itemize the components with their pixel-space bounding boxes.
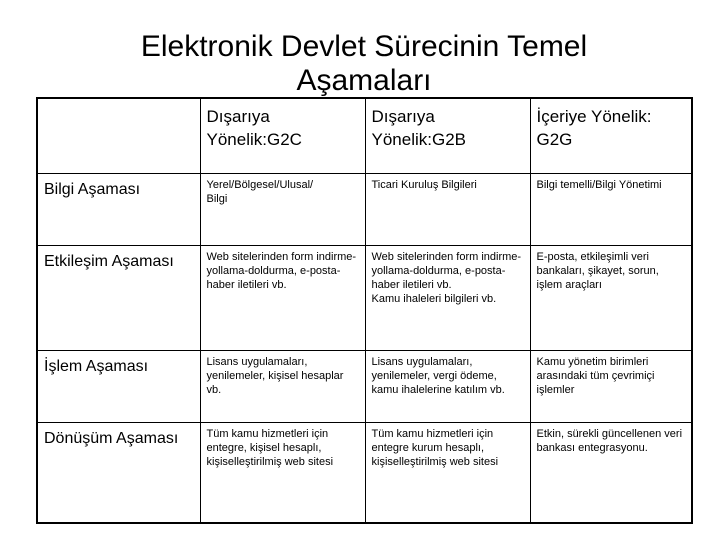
table-row bbox=[37, 173, 692, 245]
header-g2b: Dışarıya Yönelik:G2B bbox=[365, 98, 530, 173]
cell-etkilesim-g2c: Web sitelerinden form indirme-yollama-doldurma, e-posta-haber iletileri vb. bbox=[200, 245, 365, 350]
row-label-etkilesim: Etkileşim Aşaması bbox=[37, 245, 200, 350]
table-row bbox=[37, 245, 692, 350]
cell-donusum-g2g: Etkin, sürekli güncellenen veri bankası entegrasyonu. bbox=[530, 422, 692, 523]
cell-islem-g2c: Lisans uygulamaları, yenilemeler, kişisel hesaplar vb. bbox=[200, 350, 365, 422]
e-government-stages-table bbox=[36, 97, 693, 524]
cell-bilgi-g2c: Yerel/Bölgesel/Ulusal/ Bilgi bbox=[200, 173, 365, 245]
row-label-bilgi: Bilgi Aşaması bbox=[37, 173, 200, 245]
header-g2c: Dışarıya Yönelik:G2C bbox=[200, 98, 365, 173]
header-corner-cell bbox=[37, 98, 200, 173]
cell-etkilesim-g2g: E-posta, etkileşimli veri bankaları, şikayet, sorun, işlem araçları bbox=[530, 245, 692, 350]
cell-donusum-g2c: Tüm kamu hizmetleri için entegre, kişisel hesaplı, kişiselleştirilmiş web sitesi bbox=[200, 422, 365, 523]
cell-etkilesim-g2b: Web sitelerinden form indirme-yollama-doldurma, e-posta-haber iletileri vb. Kamu ihaleleri bilgileri vb. bbox=[365, 245, 530, 350]
table-header-row bbox=[37, 98, 692, 173]
cell-bilgi-g2g: Bilgi temelli/Bilgi Yönetimi bbox=[530, 173, 692, 245]
cell-islem-g2g: Kamu yönetim birimleri arasındaki tüm çevrimiçi işlemler bbox=[530, 350, 692, 422]
cell-islem-g2b: Lisans uygulamaları, yenilemeler, vergi ödeme, kamu ihalelerine katılım vb. bbox=[365, 350, 530, 422]
table-row bbox=[37, 422, 692, 523]
row-label-islem: İşlem Aşaması bbox=[37, 350, 200, 422]
table-row bbox=[37, 350, 692, 422]
row-label-donusum: Dönüşüm Aşaması bbox=[37, 422, 200, 523]
cell-bilgi-g2b: Ticari Kuruluş Bilgileri bbox=[365, 173, 530, 245]
header-g2g: İçeriye Yönelik: G2G bbox=[530, 98, 692, 173]
slide-title: Elektronik Devlet Sürecinin Temel Aşamaları bbox=[140, 30, 588, 97]
cell-donusum-g2b: Tüm kamu hizmetleri için entegre kurum hesaplı, kişiselleştirilmiş web sitesi bbox=[365, 422, 530, 523]
